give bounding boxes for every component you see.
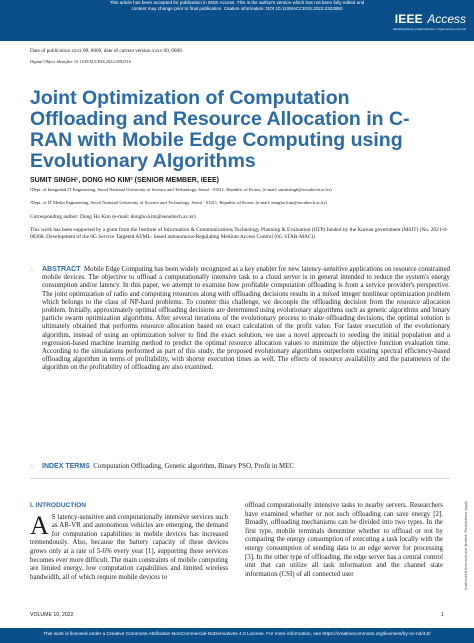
- index-terms-marker-icon: ∴: [30, 463, 34, 470]
- paper-title: Joint Optimization of Computation Offloading and Resource Allocation in C-RAN with Mobile Edge Computing using Evolutionary Algorithms: [30, 87, 410, 172]
- logo-ieee-text: IEEE: [394, 12, 423, 26]
- notice-line-2: content may change prior to final publication. Citation information: DOI 10.1109/ACCESS.2023.3322850: [131, 6, 343, 11]
- affiliation-1: ¹Dept. of Integrated IT Engineering, Seoul National University of Science and Technology, Seoul - 01811, Republic of Korea, (e-mail: sumitsingh@seoultech.ac.kr): [30, 187, 332, 192]
- page-number: 1: [441, 612, 444, 618]
- abstract-block: [30, 266, 450, 373]
- intro-left-text: S latency-sensitive and computationally intensive services such as AR-VR and autonomous vehicles are emerging, the demand for computation capabilities in mobile devices has increased tremendously. Also, because the battery capacity of these devices grows only at a rate of 5-6% every year [1], supporting these services becomes ever more difficult. The main constraints of mobile computing are limited energy, low computation capabilities and limited wireless bandwidth, all of which require mobile devices to: [30, 513, 228, 581]
- section-divider: [30, 478, 450, 479]
- abstract-paragraph: [30, 266, 450, 373]
- index-terms-text: Computation Offloading, Genetic algorithm, Binary PSO, Profit in MEC: [93, 463, 294, 470]
- index-terms: [42, 463, 294, 470]
- side-note-text: Authorized licensed use limited. Restrictions apply.: [463, 500, 468, 590]
- license-bar: This work is licensed under a Creative Commons Attribution-NonCommercial-NoDerivatives 4.0 License. For more information, see https://creativecommons.org/licenses/by-nc-nd/4.0/: [0, 628, 474, 643]
- side-note: [463, 440, 471, 590]
- publication-dates: Date of publication xxxx 00, 0000, date of current version xxxx 00, 0000.: [30, 48, 183, 54]
- logo-tagline: Multidisciplinary | Rapid Review | Open Access Journal: [393, 27, 466, 31]
- abstract-label: ABSTRACT: [42, 266, 81, 273]
- intro-heading: I. INTRODUCTION: [30, 502, 87, 509]
- corresponding-author: Corresponding author: Dong Ho Kim (e-mail: dongho.kim@seoultech.ac.kr).: [30, 214, 197, 220]
- intro-right-column: [245, 502, 443, 579]
- intro-right-text: offload computationally intensive tasks to nearby servers. Researchers have examined whether or not such offloading can save energy [2]. Broadly, offloading mechanisms can be divided into two types. In the first type, mobile terminals determine whether to offload or not by comparing the energy consumption of executing a task locally with the energy consumption of sending data to an edge server for processing [3]. In the other type of offloading, the edge server has a central control unit that can utilize all task information and the channel state information (CSI) of all connected user: [245, 502, 443, 578]
- abstract-marker-icon: ∴: [30, 266, 34, 273]
- logo-access-text: Access: [427, 12, 466, 26]
- volume-label: VOLUME 10, 2022: [30, 612, 74, 618]
- funding-statement: This work has been supported by a grant from the Institute of Information & Communications Technology Planning & Evaluation (IITP) funded by the Korean government (MSIT) (No. 2021-0-00368, Development of the 6G Service Targeted AI/ML- based autonomous-Regulating Medium Access Control (6G STAR-MAC)): [30, 227, 448, 240]
- intro-left-column: [30, 502, 228, 582]
- doi-line: Digital Object Identifier 10.1109/ACCESS.2022.0092316: [30, 59, 131, 64]
- drop-cap: A: [30, 510, 49, 540]
- page-footer: [30, 612, 444, 618]
- author-list: SUMIT SINGH¹, DONG HO KIM² (SENIOR MEMBER, IEEE): [30, 177, 220, 184]
- index-terms-label: INDEX TERMS: [42, 463, 90, 470]
- affiliation-2: ²Dept. of IT Media Engineering, Seoul National University of Science and Technology, Seoul - 01811, Republic of Korea, (e-mail: dongho.kim@seoultech.ac.kr): [30, 200, 327, 205]
- abstract-text: Mobile Edge Computing has been widely recognized as a key enabler for new latency-sensitive applications on resource constrained mobile devices. The objective to offload a computationally intensive task to a cloud server is in general intended to reduce the system's energy consumption and/or latency. In this paper, we attempt to examine how profitable computation offloading is from a service provider's perspective. The joint optimization of radio and computing resources along with offloading decisions results in a mixed integer nonlinear optimization problem which belongs to the class of NP-hard problems. To counter this challenge, we decouple the offloading decision from the resource allocation problem. Initially, approximately optimal offloading decisions are determined using evolutionary algorithms such as genetic algorithms and binary particle swarm optimization algorithms. After several iterations of the evolutionary process to make offloading decisions, the optimal solution is ultimately obtained that performs resource allocation based on exact calculation of the profit value. For faster execution of the evolutionary algorithm, instead of using an optimization solver to find the exact solution, we use a novel approach to seeding the initial population and a regression-based machine learning method to predict the optimal resource allocation values to minimize the objective function evaluation time. According to the simulations performed as part of this study, the proposed evolutionary algorithms outperform existing spectral efficiency-based offloading algorithm in terms of profitability, with shorter execution times as well. The effects of resource availability and the parameters of the algorithm on the profitability of offloading are also examined.: [42, 266, 451, 372]
- ieee-access-logo: [393, 10, 466, 31]
- notice-line-1: This article has been accepted for publication in IEEE Access. This is the author's version which has not been fully edited and: [109, 0, 365, 5]
